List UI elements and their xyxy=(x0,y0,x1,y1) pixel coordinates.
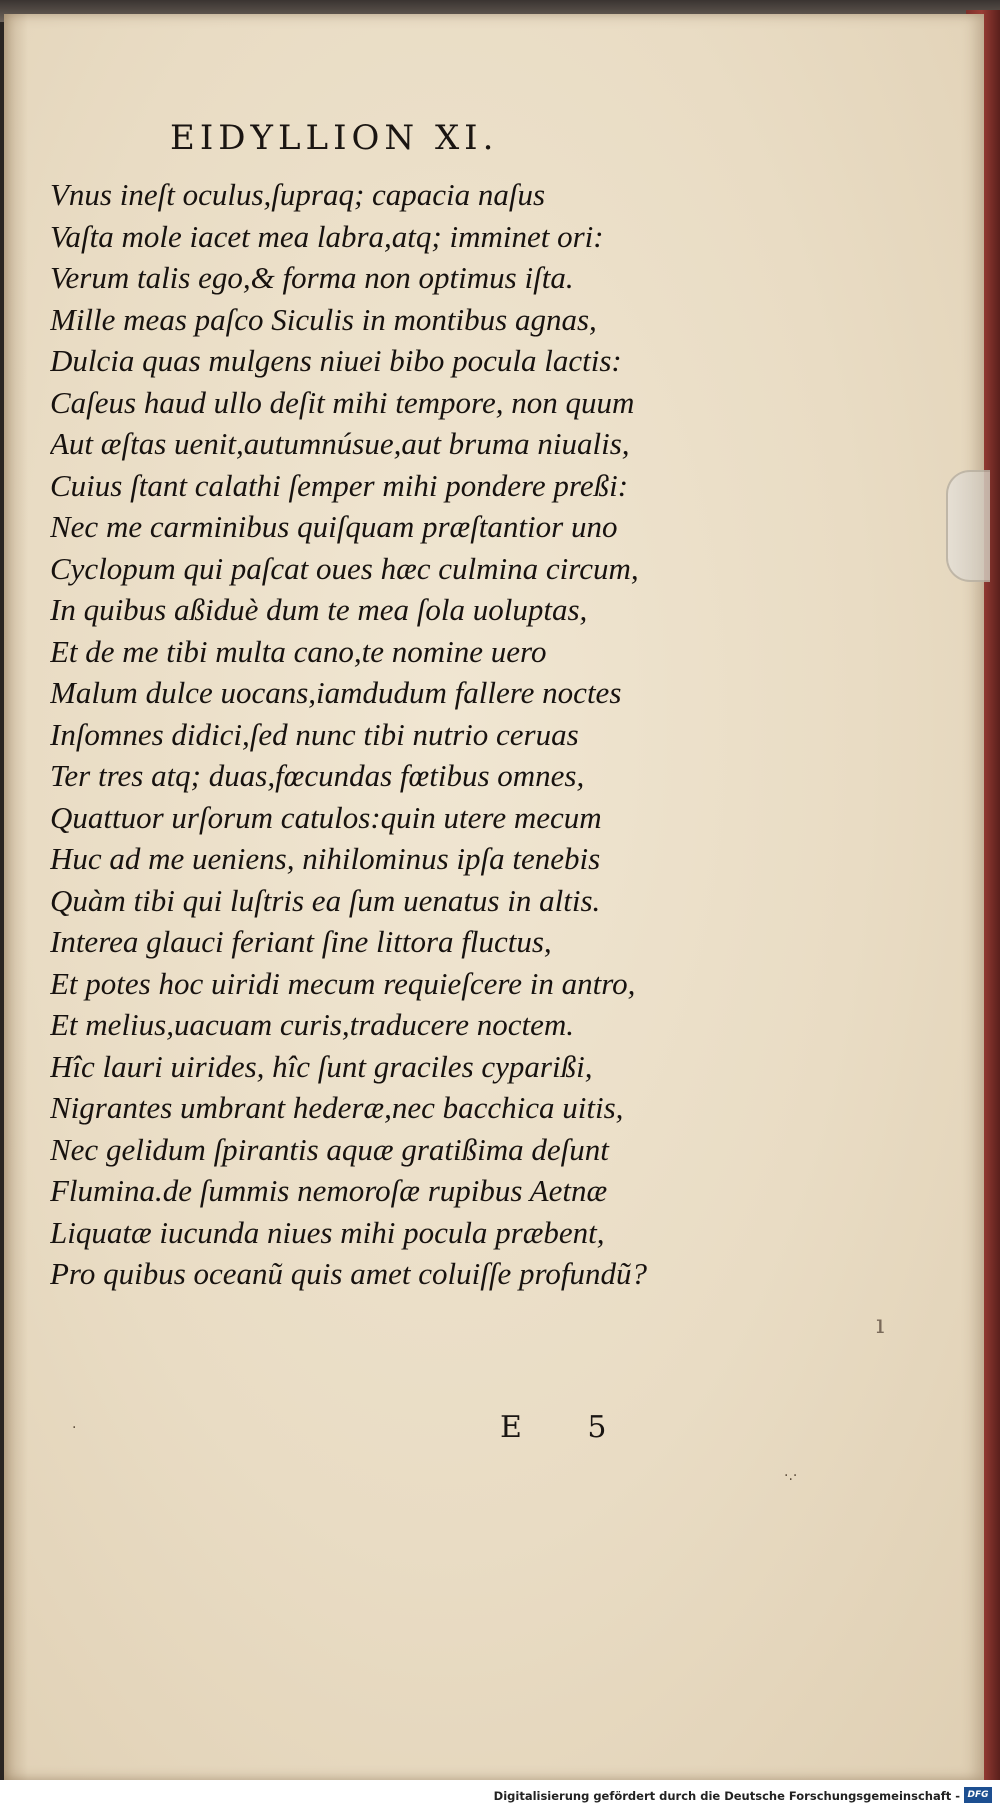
verse-line: Cuius ſtant calathi ſemper mihi pondere preßi: xyxy=(50,467,629,503)
verse-line: Et melius,uacuam curis,traducere noctem. xyxy=(50,1007,575,1042)
verse-line: Flumina.de ſummis nemoroſæ rupibus Aetnæ xyxy=(50,1173,608,1208)
verse-line: Interea glauci feriant ſine littora fluctus, xyxy=(50,924,552,959)
page-clasp xyxy=(946,470,990,582)
verse-line: Inſomnes didici,ſed nunc tibi nutrio ceruas xyxy=(50,716,579,752)
verse-line: Cyclopum qui paſcat oues hæc culmina circum, xyxy=(50,550,639,586)
margin-mark: ı xyxy=(876,1310,885,1340)
verse-line: Huc ad me ueniens, nihilominus ipſa tenebis xyxy=(50,841,601,876)
ink-speck: · xyxy=(72,1420,77,1436)
verse-line: Aut æſtas uenit,autumnúsue,aut bruma niualis, xyxy=(50,426,630,461)
dfg-logo-icon: DFG xyxy=(964,1787,992,1803)
verse-line: Pro quibus oceanũ quis amet coluiſſe profundũ? xyxy=(50,1256,647,1291)
digitization-footer xyxy=(0,1780,1000,1813)
verse-line: Malum dulce uocans,iamdudum fallere noctes xyxy=(50,675,622,710)
verse-line: Caſeus haud ullo deſit mihi tempore, non quum xyxy=(50,384,635,420)
verse-line: Vaſta mole iacet mea labra,atq; imminet ori: xyxy=(50,218,604,254)
verse-line: Nec gelidum ſpirantis aquæ gratißima deſunt xyxy=(50,1131,609,1167)
verse-line: Ter tres atq; duas,fœcundas fœtibus omnes, xyxy=(50,758,585,793)
verse-line: In quibus aßiduè dum te mea ſola uoluptas, xyxy=(50,592,588,627)
verse-line: Mille meas paſco Siculis in montibus agnas, xyxy=(50,301,597,337)
verse-line: Et de me tibi multa cano,te nomine uero xyxy=(50,633,547,669)
verse-line: Liquatæ iucunda niues mihi pocula præbent, xyxy=(50,1214,605,1250)
ink-speck: ·.· xyxy=(784,1468,798,1484)
running-head: EIDYLLION XI. xyxy=(170,118,499,158)
verse-line: Quàm tibi qui luſtris ea ſum uenatus in altis. xyxy=(50,882,601,918)
verse-line: Verum talis ego,& forma non optimus iſta. xyxy=(50,260,574,295)
verse-line: Dulcia quas mulgens niuei bibo pocula lactis: xyxy=(50,343,622,378)
verse-block xyxy=(50,174,930,1295)
verse-line: Et potes hoc uiridi mecum requieſcere in antro, xyxy=(50,965,636,1001)
verse-line: Hîc lauri uirides, hîc ſunt graciles cyparißi, xyxy=(50,1048,593,1084)
verse-line: Nigrantes umbrant hederæ,nec bacchica uitis, xyxy=(50,1090,624,1125)
signature-mark: E 5 xyxy=(500,1410,635,1445)
verse-line: Vnus ineſt oculus,ſupraq; capacia naſus xyxy=(50,177,546,212)
gutter-shadow xyxy=(4,14,28,1780)
footer-credit: Digitalisierung gefördert durch die Deutsche Forschungsgemeinschaft - xyxy=(493,1789,960,1803)
verse-line: Quattuor urſorum catulos:quin utere mecum xyxy=(50,799,602,835)
verse-line: Nec me carminibus quiſquam præſtantior uno xyxy=(50,509,618,544)
